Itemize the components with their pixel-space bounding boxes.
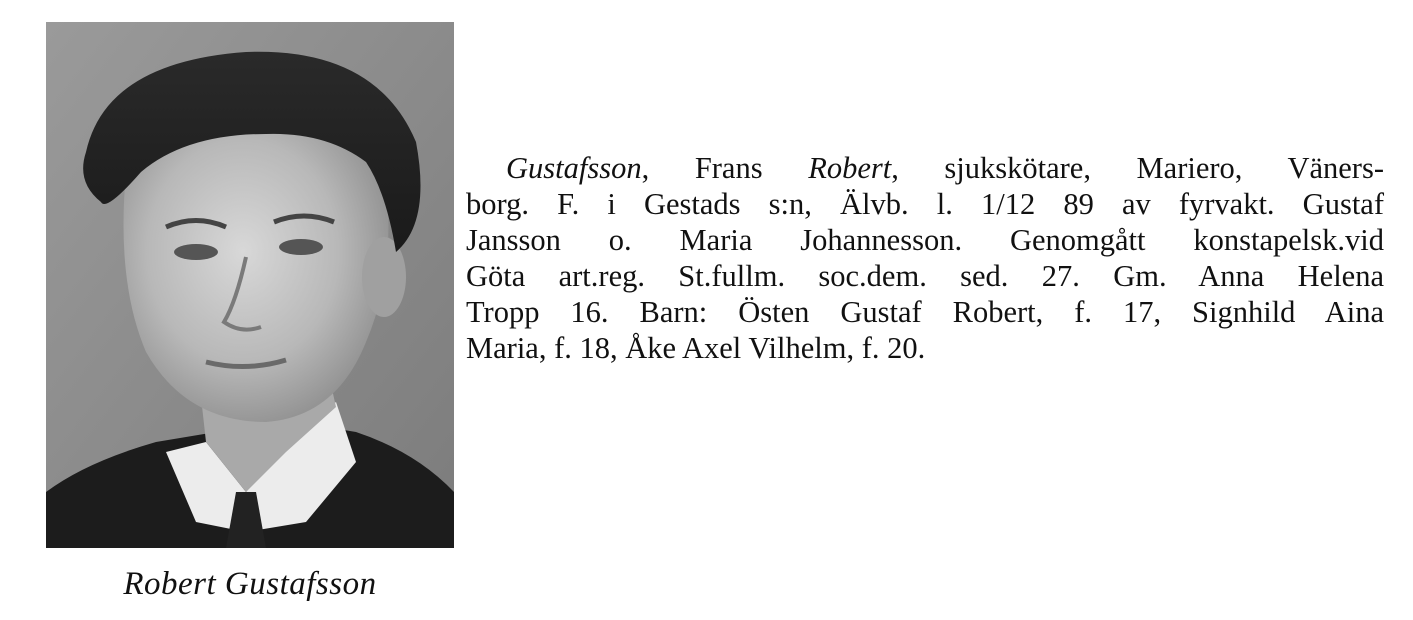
entry-line-6: Maria, f. 18, Åke Axel Vilhelm, f. 20.: [466, 331, 926, 365]
entry-text-fragment: , Frans: [641, 151, 809, 185]
portrait-image: [46, 22, 454, 548]
portrait-caption: Robert Gustafsson: [123, 566, 377, 602]
biography-entry: [466, 150, 1384, 366]
entry-line-3: Jansson o. Maria Johannesson. Genomgått konstapelsk.vid: [466, 223, 1384, 257]
portrait-photo: [46, 22, 454, 548]
entry-line-1: [466, 150, 1384, 186]
entry-line-2: borg. F. i Gestads s:n, Älvb. l. 1/12 89 av fyrvakt. Gustaf: [466, 187, 1384, 221]
entry-surname: Gustafsson: [506, 151, 642, 185]
entry-text-fragment: , sjukskötare, Mariero, Väners-: [891, 151, 1384, 185]
entry-line-4: Göta art.reg. St.fullm. soc.dem. sed. 27. Gm. Anna Helena: [466, 259, 1384, 293]
entry-line-5: Tropp 16. Barn: Östen Gustaf Robert, f. 17, Signhild Aina: [466, 295, 1384, 329]
entry-given-name: Robert: [808, 151, 892, 185]
